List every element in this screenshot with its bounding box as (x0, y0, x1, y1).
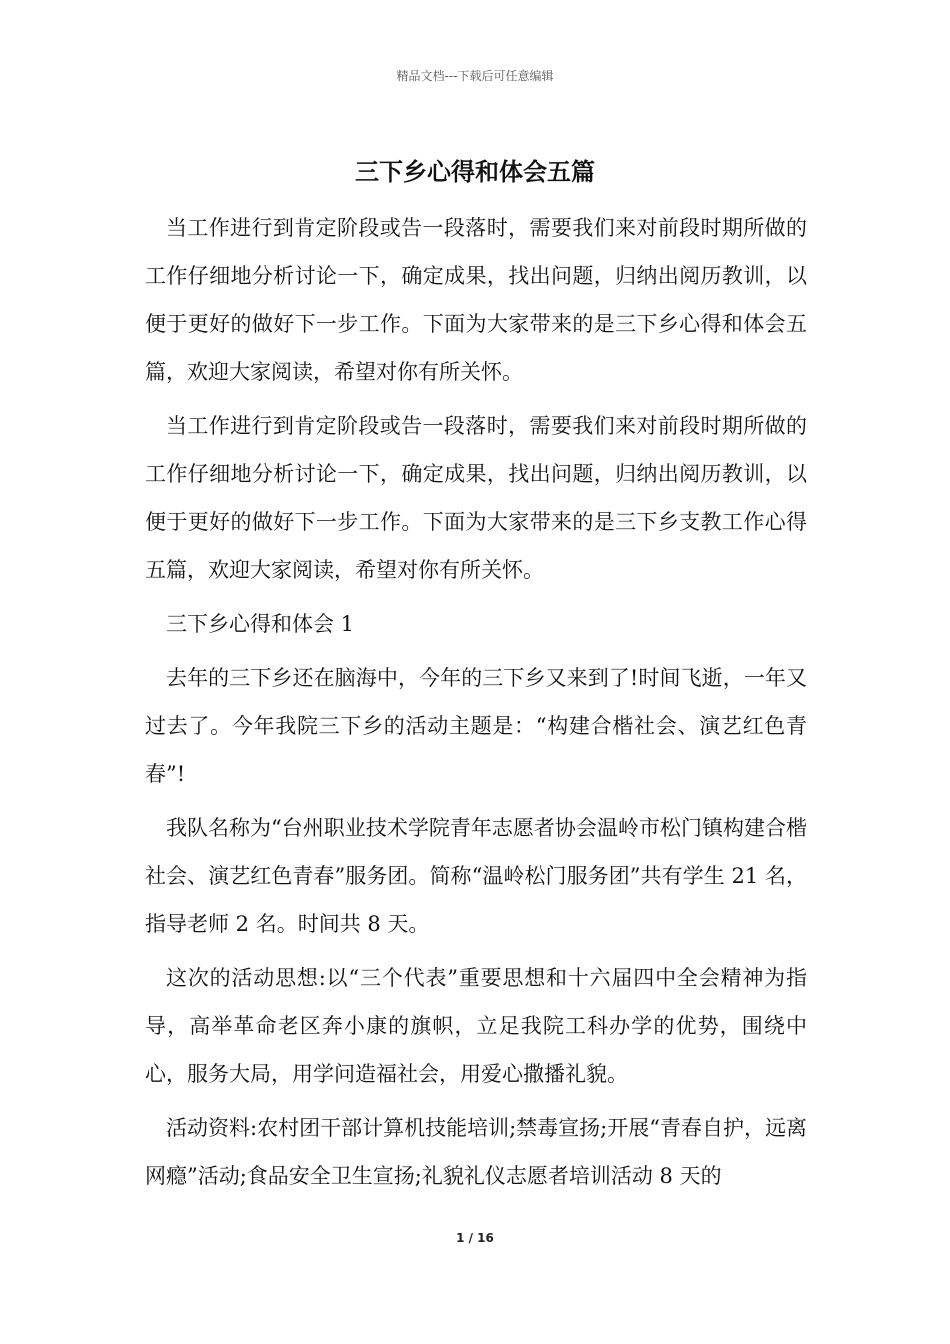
body-paragraph-2: 我队名称为“台州职业技术学院青年志愿者协会温岭市松门镇构建合楷社会、演艺红色青春”服务团。简称“温岭松门服务团”共有学生 21 名，指导老师 2 名。时间共 8 天。 (145, 816, 807, 936)
body-paragraph-4: 活动资料:农村团干部计算机技能培训;禁毒宣扬;开展“青春自护，远离网瘾”活动;食品安全卫生宣扬;礼貌礼仪志愿者培训活动 8 天的 (145, 1116, 807, 1188)
section-heading-1: 三下乡心得和体会 1 (166, 612, 355, 636)
page-header: 精品文档---下载后可任意编辑 (396, 69, 554, 83)
document-body (145, 204, 807, 1206)
document-title: 三下乡心得和体会五篇 (355, 158, 595, 186)
body-paragraph-3: 这次的活动思想:以“三个代表”重要思想和十六届四中全会精神为指导，高举革命老区奔小康的旗帜，立足我院工科办学的优势，围绕中心，服务大局，用学问造福社会，用爱心撒播礼貌。 (145, 966, 807, 1086)
intro-paragraph-2: 当工作进行到肯定阶段或告一段落时，需要我们来对前段时期所做的工作仔细地分析讨论一下，确定成果，找出问题，归纳出阅历教训，以便于更好的做好下一步工作。下面为大家带来的是三下乡支教工作心得五篇，欢迎大家阅读，希望对你有所关怀。 (145, 414, 807, 582)
page-number: 1 / 16 (456, 1231, 494, 1245)
body-paragraph-1: 去年的三下乡还在脑海中，今年的三下乡又来到了!时间飞逝，一年又过去了。今年我院三下乡的活动主题是：“构建合楷社会、演艺红色青春”! (145, 666, 807, 786)
intro-paragraph-1: 当工作进行到肯定阶段或告一段落时，需要我们来对前段时期所做的工作仔细地分析讨论一下，确定成果，找出问题，归纳出阅历教训，以便于更好的做好下一步工作。下面为大家带来的是三下乡心得和体会五篇，欢迎大家阅读，希望对你有所关怀。 (145, 216, 807, 384)
